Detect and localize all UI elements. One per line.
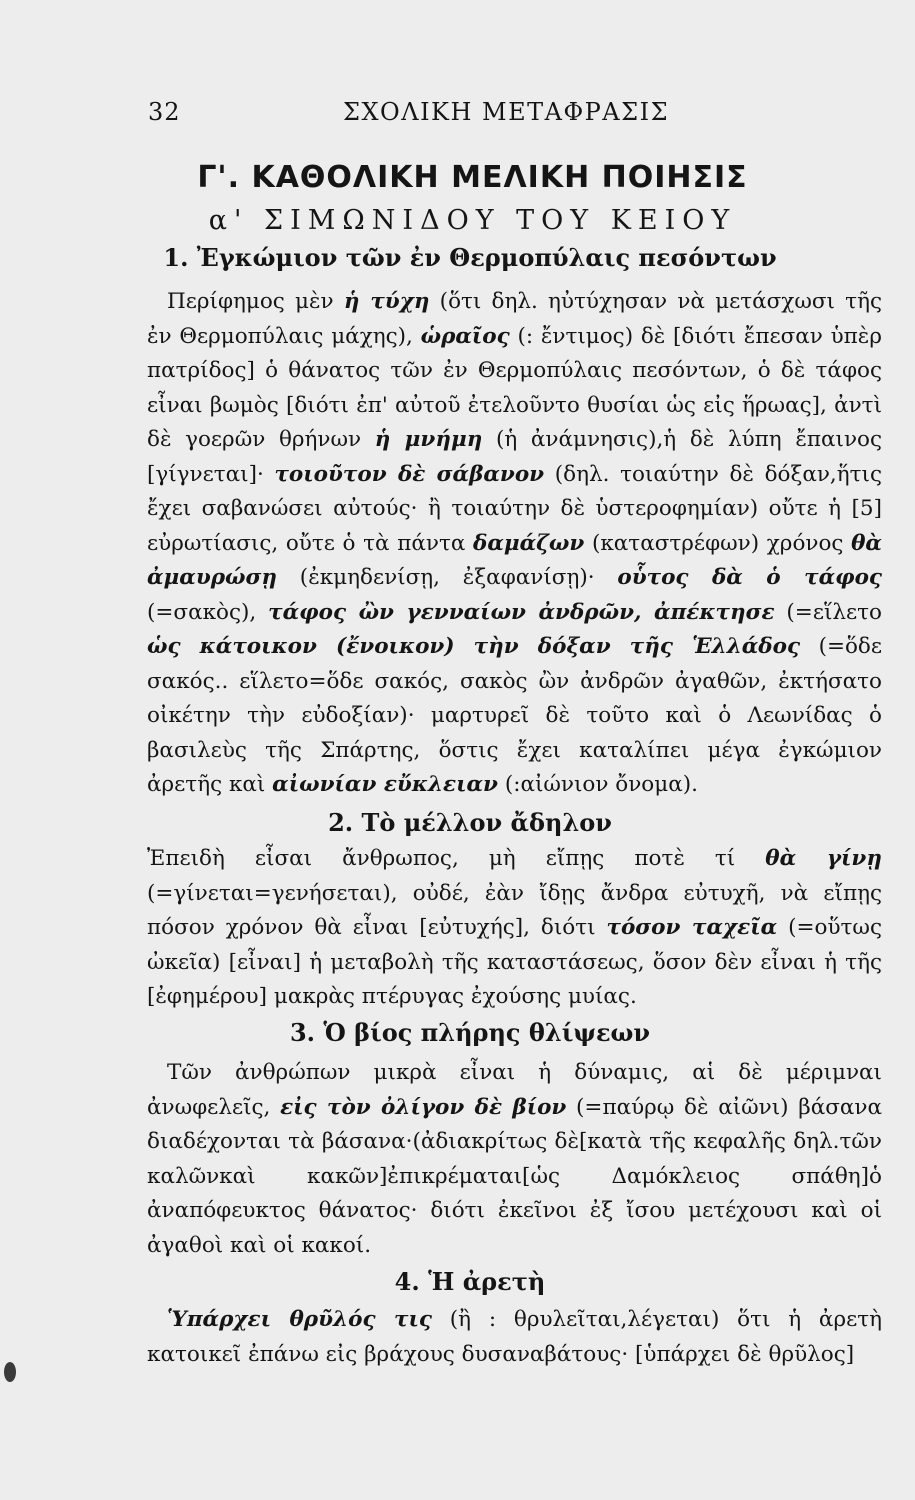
text-run: (=σακὸς), xyxy=(147,599,269,625)
emphasized-term: θὰ ἀμαυρώσῃ xyxy=(147,530,882,590)
text-run: (καταστρέφων) χρόνος xyxy=(584,530,852,556)
emphasized-term: ὡς κάτοικον (ἔνοικον) τὴν δόξαν τῆς Ἑλλάδος xyxy=(147,634,801,659)
poem-2-heading: 2. Τὸ μέλλον ἄδηλον xyxy=(328,808,612,837)
emphasized-term: ἡ τύχη xyxy=(343,289,430,314)
poem-3-text xyxy=(147,1056,882,1263)
emphasized-term: ἡ μνήμη xyxy=(374,427,483,452)
emphasized-term: τάφος ὢν γενναίων ἀνδρῶν, ἀπέκτησε xyxy=(268,599,775,625)
emphasized-term: ὡραῖος xyxy=(420,323,510,349)
poem-1-text xyxy=(147,285,882,803)
text-run: (=παύρῳ δὲ αἰῶνι) βάσανα διαδέχονται τὰ βάσανα·(ἀδιακρίτως δὲ[κατὰ τῆς κεφαλῆς δηλ.τῶν καλῶνκαὶ κακῶν]ἐπικρέμαται[ὡς Δαμόκλειος σπάθη]ὁ ἀναπόφευκτος θάνατος· διότι ἐκεῖνοι ἐξ ἴσου μετέχουσι καὶ οἱ ἀγαθοὶ καὶ οἱ κακοί. xyxy=(147,1094,882,1258)
text-run: Τῶν ἀνθρώπων μικρὰ εἶναι ἡ δύναμις, αἱ δὲ μέριμναι ἀνωφελεῖς, xyxy=(147,1060,882,1120)
emphasized-term: αἰωνίαν εὔκλειαν xyxy=(272,772,498,797)
emphasized-term: Ὑπάρχει θρῦλός τις xyxy=(167,1307,432,1332)
author-heading: α' ΣΙΜΩΝΙΔΟΥ ΤΟΥ ΚΕΙΟΥ xyxy=(208,205,737,236)
emphasized-term: θὰ γίνῃ xyxy=(765,846,882,871)
text-run: Περίφημος μὲν xyxy=(167,289,344,314)
text-run: (ἡ ἀνάμνησις),ἡ δὲ λύπη ἔπαινος [γίγνεται]· xyxy=(147,427,882,487)
text-run: (:αἰώνιον ὄνομα). xyxy=(497,772,698,797)
text-run: (=γίνεται=γενήσεται), οὐδέ, ἐὰν ἴδῃς ἄνδρα εὐτυχῆ, νὰ εἴπῃς πόσον χρόνον θὰ εἶναι [εὐτυχής], διότι xyxy=(147,880,882,940)
poem-1-heading: 1. Ἐγκώμιον τῶν ἐν Θερμοπύλαις πεσόντων xyxy=(163,243,777,272)
text-run: (ὅτι δηλ. ηὐτύχησαν νὰ μετάσχωσι τῆς ἐν Θερμοπύλαις μάχης), xyxy=(147,289,882,349)
poem-2-text xyxy=(147,842,882,1015)
text-run: (ἢ : θρυλεῖται,λέγεται) ὅτι ἡ ἀρετὴ κατοικεῖ ἐπάνω εἰς βράχους δυσαναβάτους· [ὑπάρχει δὲ θρῦλος] xyxy=(147,1307,883,1367)
running-title: ΣΧΟΛΙΚΗ ΜΕΤΑΦΡΑΣΙΣ xyxy=(343,98,670,126)
text-run: (=ὅδε σακός.. εἵλετο=ὅδε σακός, σακὸς ὢν ἀνδρῶν ἀγαθῶν, ἐκτήσατο οἰκέτην τὴν εὐδοξίαν)· μαρτυρεῖ δὲ τοῦτο καὶ ὁ Λεωνίδας ὁ βασιλεὺς τῆς Σπάρτης, ὅστις ἔχει καταλίπει μέγα ἐγκώμιον ἀρετῆς καὶ xyxy=(147,634,882,797)
section-title: Γ'. ΚΑΘΟΛΙΚΗ ΜΕΛΙΚΗ ΠΟΙΗΣΙΣ xyxy=(197,160,748,195)
text-run: (=εἵλετο xyxy=(774,599,882,625)
text-run: (: ἔντιμος) δὲ [διότι ἔπεσαν ὑπὲρ πατρίδος] ὁ θάνατος τῶν ἐν Θερμοπύλαις πεσόντων, ὁ δὲ τάφος εἶναι βωμὸς [διότι ἐπ' αὐτοῦ ἐτελοῦντο θυσίαι ὡς εἰς ἥρωας], ἀντὶ δὲ γοερῶν θρήνων xyxy=(147,323,882,452)
text-run: (δηλ. τοιαύτην δὲ δόξαν,ἥτις ἔχει σαβανώσει αὐτούς· ἢ τοιαύτην δὲ ὑστεροφημίαν) οὔτε ἡ [5] εὐρωτίασις, οὔτε ὁ τὰ πάντα xyxy=(147,461,882,556)
emphasized-term: τοιοῦτον δὲ σάβανον xyxy=(274,461,545,487)
ink-blot xyxy=(4,1362,16,1382)
emphasized-term: τόσον ταχεῖα xyxy=(606,915,778,940)
emphasized-term: δαμάζων xyxy=(473,530,585,556)
emphasized-term: εἰς τὸν ὀλίγον δὲ βίον xyxy=(280,1094,567,1120)
text-run: (ἐκμηδενίσῃ, ἐξαφανίσῃ)· xyxy=(277,565,618,590)
text-run: (=οὕτως ὠκεῖα) [εἶναι] ἡ μεταβολὴ τῆς καταστάσεως, ὅσον δὲν εἶναι ἡ τῆς [ἐφημέρου] μακρὰς πτέρυγας ἐχούσης μυίας. xyxy=(147,915,883,1009)
emphasized-term: οὗτος δὰ ὁ τάφος xyxy=(617,565,882,590)
poem-4-heading: 4. Ἡ ἀρετὴ xyxy=(394,1267,546,1296)
page-header xyxy=(148,98,878,138)
page-number: 32 xyxy=(148,98,181,126)
poem-3-heading: 3. Ὁ βίος πλήρης θλίψεων xyxy=(289,1018,651,1047)
text-run: Ἐπειδὴ εἶσαι ἄνθρωπος, μὴ εἴπῃς ποτὲ τί xyxy=(147,846,766,871)
poem-4-text xyxy=(147,1303,882,1372)
